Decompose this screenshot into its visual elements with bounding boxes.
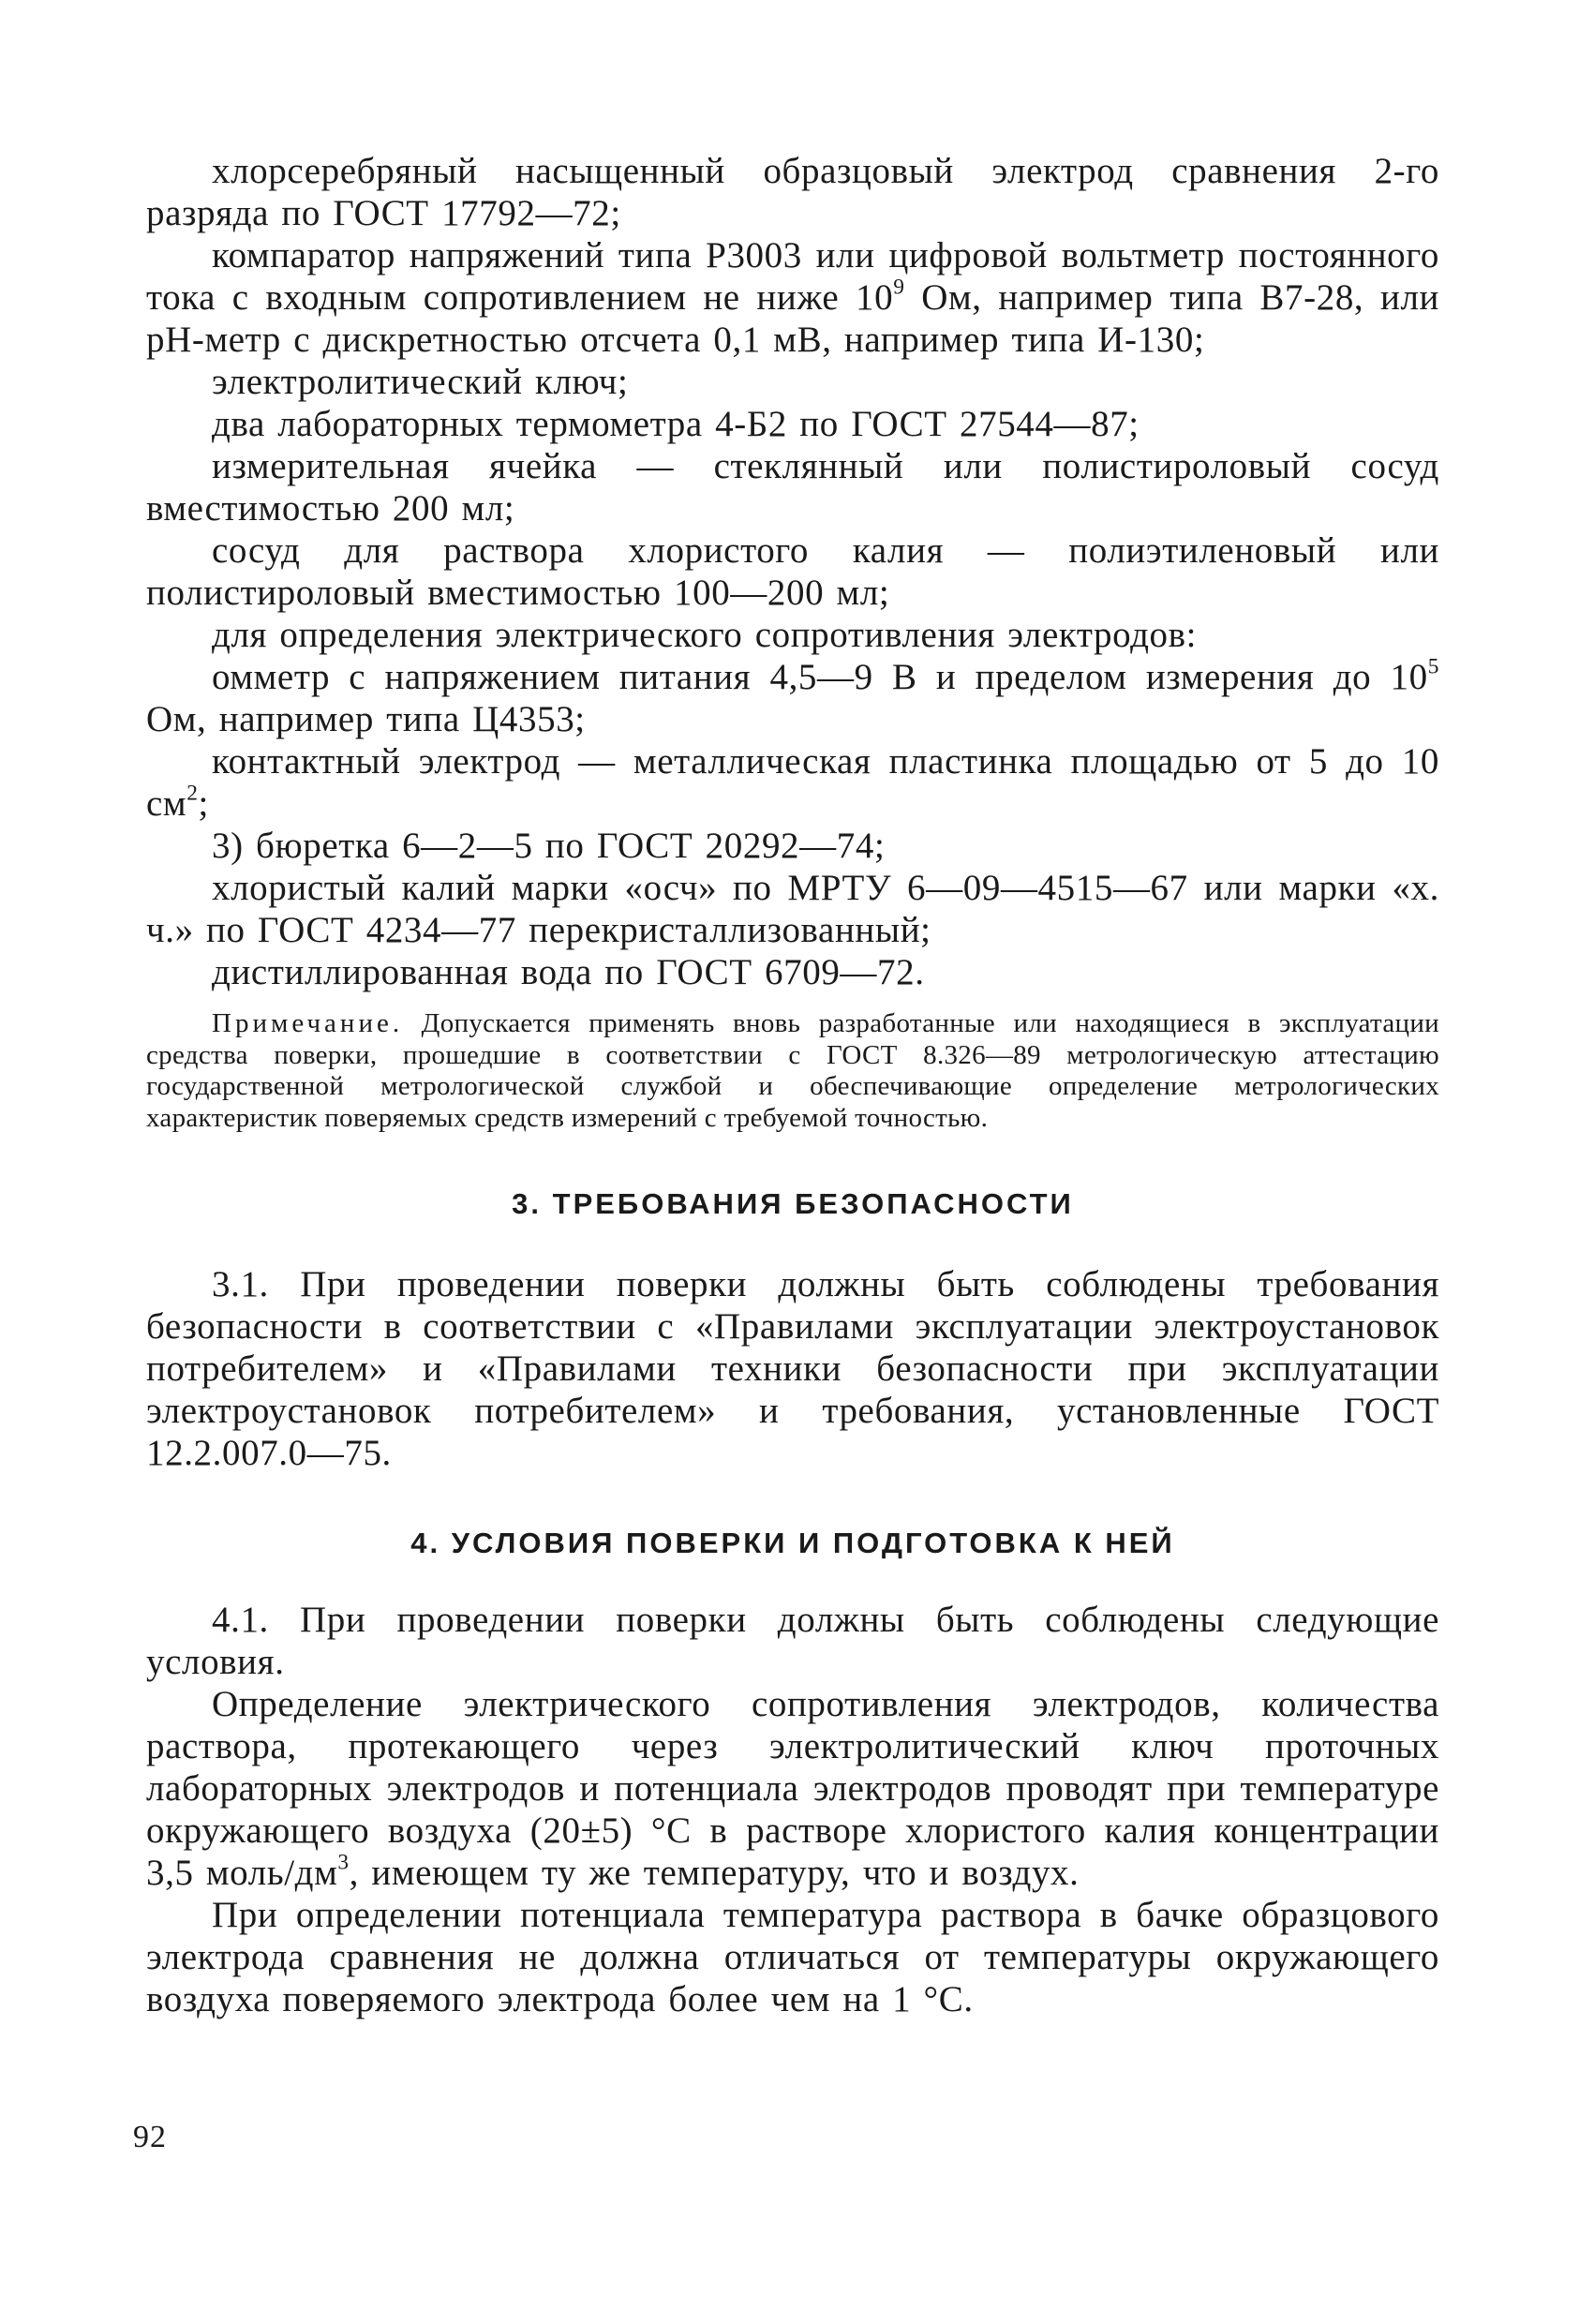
list-item: хлорсеребряный насыщенный образцовый электрод сравнения 2-го разряда по ГОСТ 17792—72; [146,151,1439,233]
note-text: Допускается применять вновь разработанные или находящиеся в эксплуатации средства поверки, прошедшие в соответствии с ГОСТ 8.326—89 метрологическую аттестацию государственной метрологической службой и обеспечивающие определение метрологических характеристик поверяемых средств измерений с требуемой точностью. [146,1008,1439,1133]
page-body [146,150,1439,2020]
list-item: измерительная ячейка — стеклянный или полистироловый сосуд вместимостью 200 мл; [146,446,1439,529]
section-3-body [146,1263,1439,1474]
note-label: Примечание. [212,1008,404,1038]
list-item: сосуд для раствора хлористого калия — полиэтиленовый или полистироловый вместимостью 100—200 мл; [146,530,1439,613]
list-item: контактный электрод — металлическая пластинка площадью от 5 до 10 $см^2$; [146,741,1439,824]
page-number: 92 [133,2120,167,2154]
list-item: два лабораторных термометра 4-Б2 по ГОСТ 27544—87; [212,404,1140,444]
paragraph: При определении потенциала температура раствора в бачке образцового электрода сравнения не должна отличаться от температуры окружающего воздуха поверяемого электрода более чем на 1 °С. [146,1895,1439,2019]
paragraph: Определение электрического сопротивления электродов, количества раствора, протекающего через электролитический ключ проточных лабораторных электродов и потенциала электродов проводят при температуре окружающего воздуха (20±5) °С в растворе хлористого калия концентрации 3,5 моль/$дм^3$, имеющем ту же температуру, что и воздух. [146,1684,1439,1893]
list-item: компаратор напряжений типа Р3003 или цифровой вольтметр постоянного тока с входным сопротивлением не ниже $10^9$ Ом, например типа В7-28, или pH-метр с дискретностью отсчета 0,1 мВ, например типа И-130; [146,235,1439,360]
note-block [146,1008,1439,1134]
list-item: хлористый калий марки «осч» по МРТУ 6—09—4515—67 или марки «х. ч.» по ГОСТ 4234—77 перекристаллизованный; [146,868,1439,950]
equipment-list [146,150,1439,993]
list-item: 3) бюретка 6—2—5 по ГОСТ 20292—74; [212,826,886,866]
list-item: для определения электрического сопротивления электродов: [212,615,1198,655]
section-4-body [146,1599,1439,2020]
paragraph: 3.1. При проведении поверки должны быть соблюдены требования безопасности в соответствии с «Правилами эксплуатации электроустановок потребителем» и «Правилами техники безопасности при эксплуатации электроустановок потребителем» и требования, установленные ГОСТ 12.2.007.0—75. [146,1264,1439,1473]
list-item: дистиллированная вода по ГОСТ 6709—72. [212,952,925,992]
list-item: электролитический ключ; [212,362,629,402]
section-3-heading: 3. ТРЕБОВАНИЯ БЕЗОПАСНОСТИ [512,1187,1074,1220]
paragraph: 4.1. При проведении поверки должны быть соблюдены следующие условия. [146,1600,1439,1682]
section-4-heading: 4. УСЛОВИЯ ПОВЕРКИ И ПОДГОТОВКА К НЕЙ [410,1527,1175,1559]
list-item: омметр с напряжением питания 4,5—9 В и пределом измерения до $10^5$ Ом, например типа Ц4353; [146,654,1439,739]
